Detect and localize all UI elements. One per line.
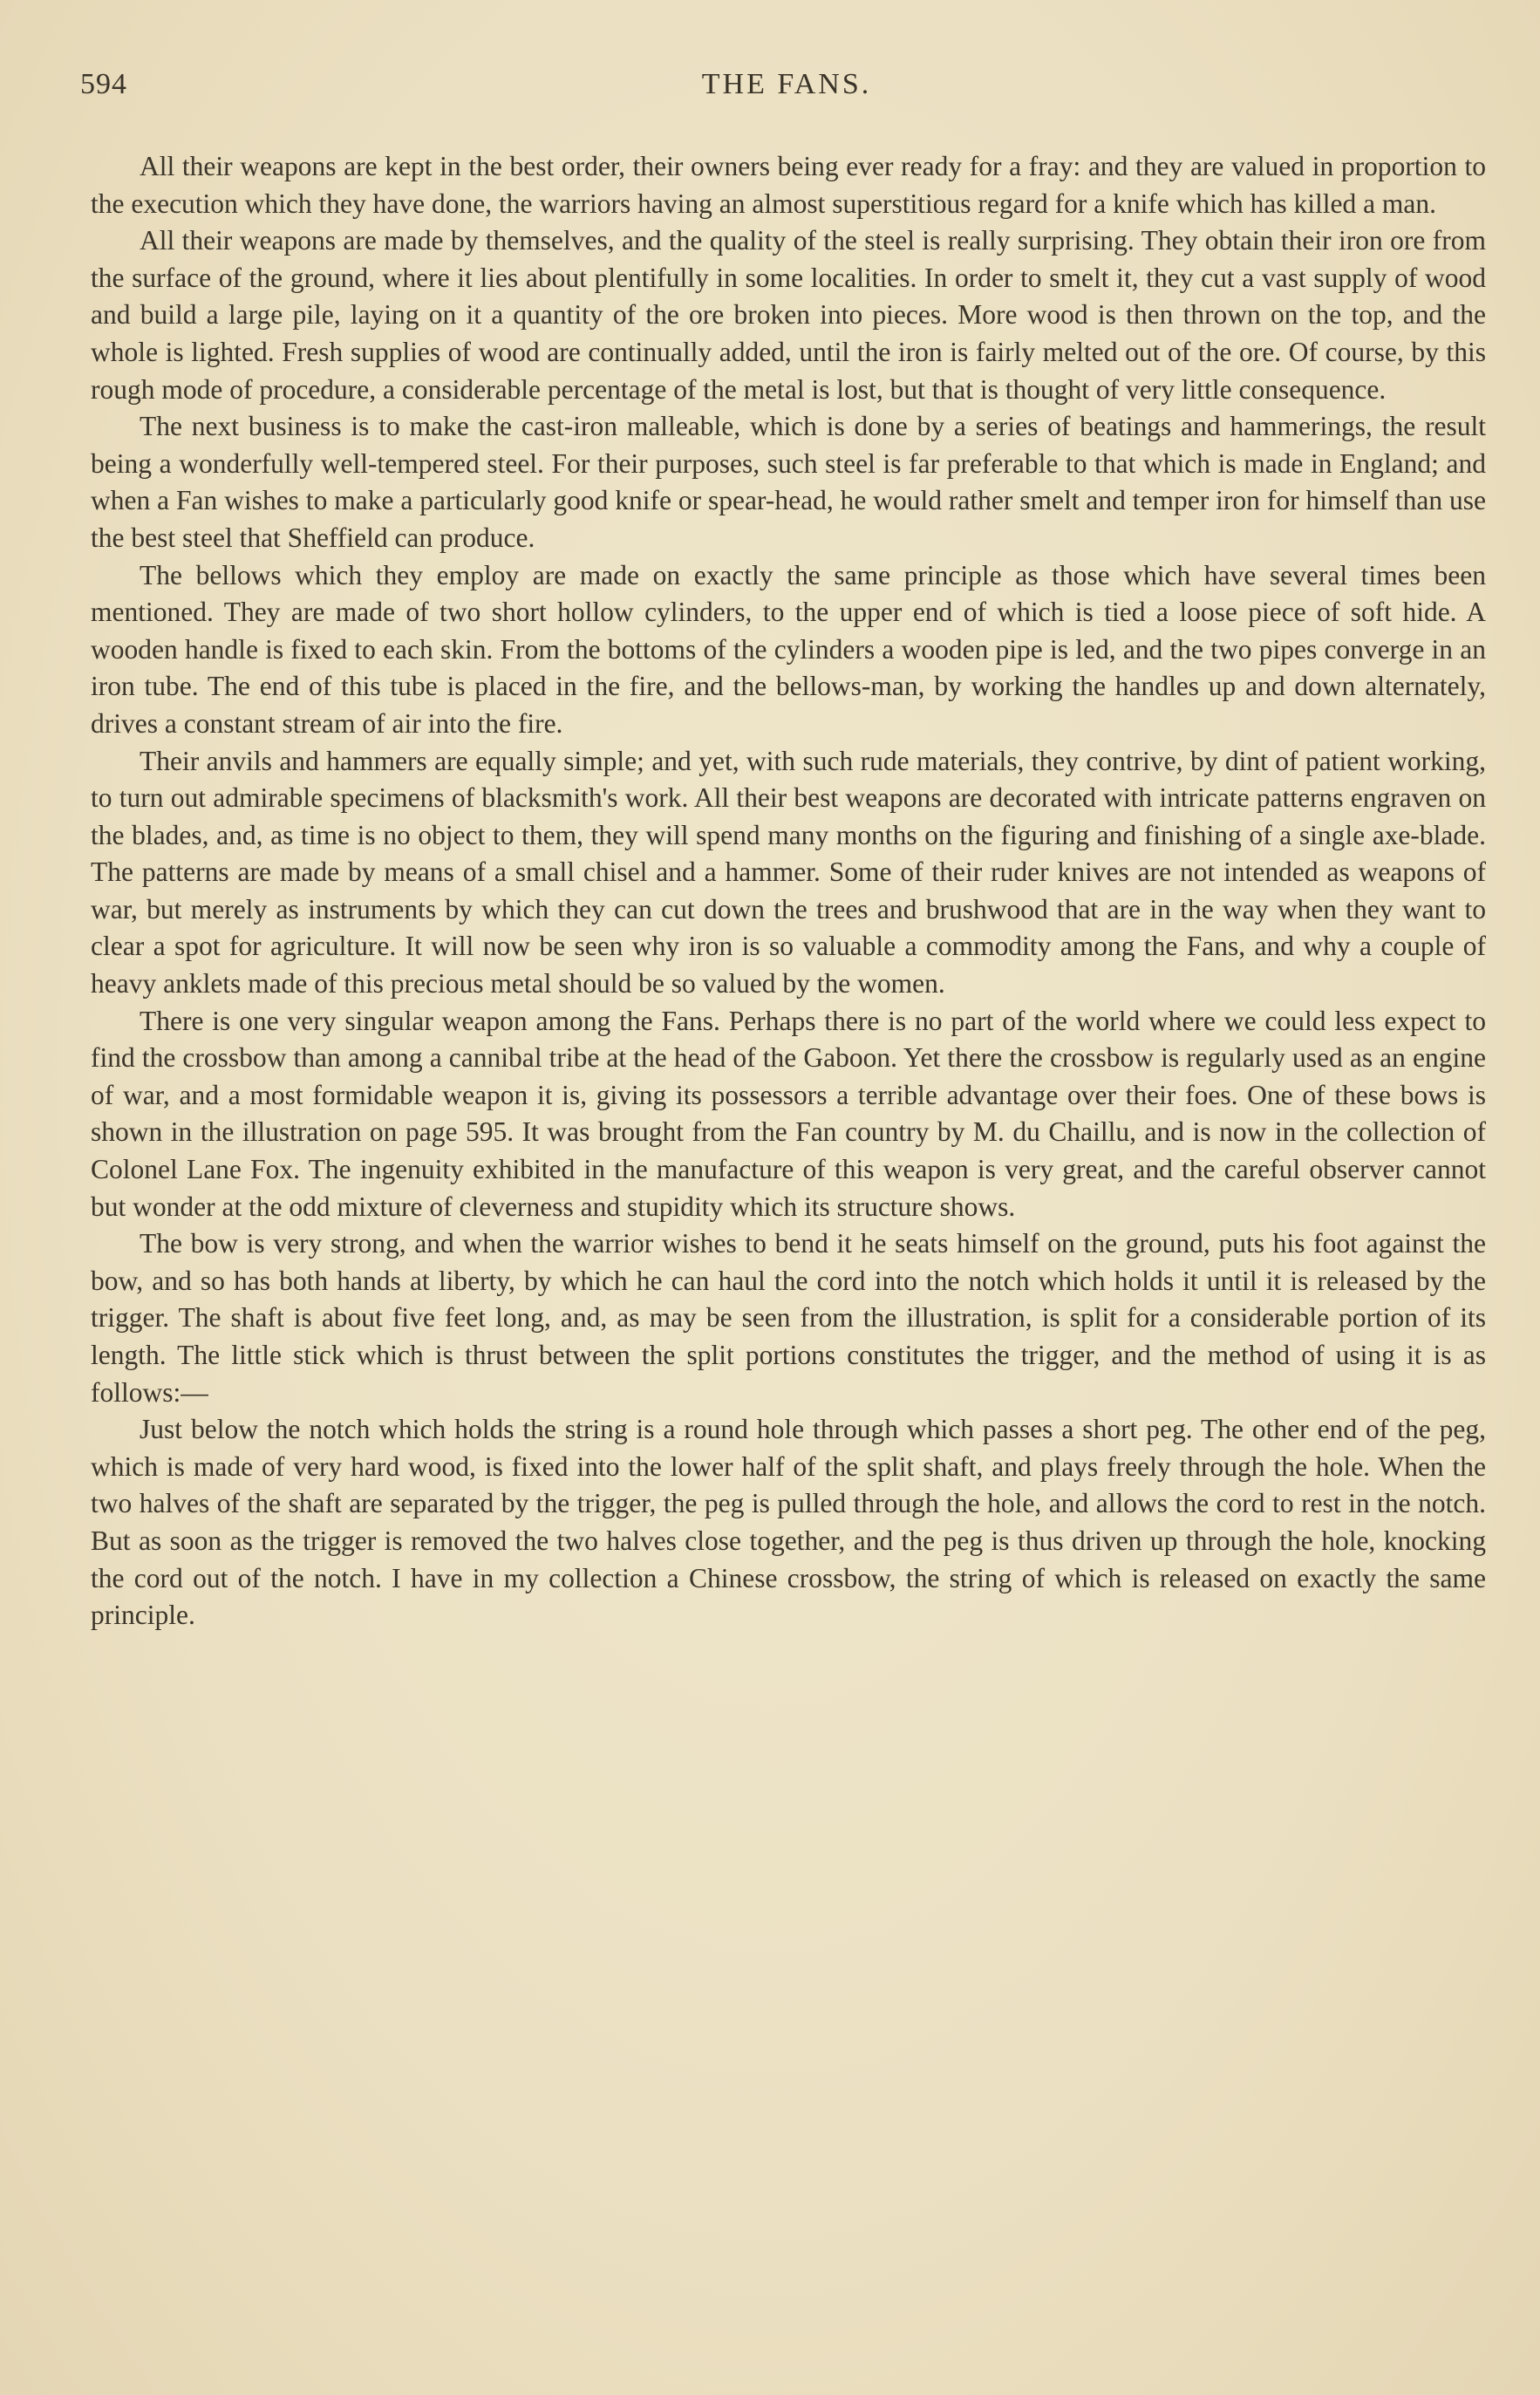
body-text (91, 148, 1486, 1634)
page-header (80, 68, 1493, 112)
paragraph: There is one very singular weapon among the Fans. Perhaps there is no part of the world where we could less expect to find the crossbow than among a cannibal tribe at the head of the Gaboon. Yet there the crossbow is regularly used as an engine of war, and a most formidable weapon it is, giving its possessors a terrible advantage over their foes. One of these bows is shown in the illustration on page 595. It was brought from the Fan country by M. du Chaillu, and is now in the collection of Colonel Lane Fox. The ingenuity exhibited in the manufacture of this weapon is very great, and the careful observer cannot but wonder at the odd mixture of cleverness and stupidity which its structure shows. (91, 1005, 1486, 1222)
paragraph: All their weapons are made by themselves, and the quality of the steel is really surprising. They obtain their iron ore from the surface of the ground, where it lies about plentifully in some localities. In order to smelt it, they cut a vast supply of wood and build a large pile, laying on it a quantity of the ore broken into pieces. More wood is then thrown on the top, and the whole is lighted. Fresh supplies of wood are continually added, until the iron is fairly melted out of the ore. Of course, by this rough mode of procedure, a considerable percentage of the metal is lost, but that is thought of very little consequence. (91, 225, 1486, 405)
page-number: 594 (80, 68, 127, 100)
paragraph: All their weapons are kept in the best order, their owners being ever ready for a fray: and they are valued in proportion to the execution which they have done, the warriors having an almost superstitious regard for a knife which has killed a man. (91, 151, 1486, 219)
paragraph: The bellows which they employ are made on exactly the same principle as those which have several times been mentioned. They are made of two short hollow cylinders, to the upper end of which is tied a loose piece of soft hide. A wooden handle is fixed to each skin. From the bottoms of the cylinders a wooden pipe is led, and the two pipes converge in an iron tube. The end of this tube is placed in the fire, and the bellows-man, by working the handles up and down alternately, drives a constant stream of air into the fire. (91, 559, 1486, 739)
paragraph: Just below the notch which holds the string is a round hole through which passes a short peg. The other end of the peg, which is made of very hard wood, is fixed into the lower half of the split shaft, and plays freely through the hole. When the two halves of the shaft are separated by the trigger, the peg is pulled through the hole, and allows the cord to rest in the notch. But as soon as the trigger is removed the two halves close together, and the peg is thus driven up through the hole, knocking the cord out of the notch. I have in my collection a Chinese crossbow, the string of which is released on exactly the same principle. (91, 1414, 1486, 1631)
running-head: THE FANS. (701, 68, 872, 100)
paragraph: Their anvils and hammers are equally simple; and yet, with such rude materials, they contrive, by dint of patient working, to turn out admirable specimens of blacksmith's work. All their best weapons are decorated with intricate patterns engraven on the blades, and, as time is no object to them, they will spend many months on the figuring and finishing of a single axe-blade. The patterns are made by means of a small chisel and a hammer. Some of their ruder knives are not intended as weapons of war, but merely as instruments by which they can cut down the trees and brushwood that are in the way when they want to clear a spot for agriculture. It will now be seen why iron is so valuable a commodity among the Fans, and why a couple of heavy anklets made of this precious metal should be so valued by the women. (91, 745, 1486, 1000)
paragraph: The next business is to make the cast-iron malleable, which is done by a series of beatings and hammerings, the result being a wonderfully well-tempered steel. For their purposes, such steel is far preferable to that which is made in England; and when a Fan wishes to make a particularly good knife or spear-head, he would rather smelt and temper iron for himself than use the best steel that Sheffield can produce. (91, 411, 1486, 553)
paragraph: The bow is very strong, and when the warrior wishes to bend it he seats himself on the ground, puts his foot against the bow, and so has both hands at liberty, by which he can haul the cord into the notch which holds it until it is released by the trigger. The shaft is about five feet long, and, as may be seen from the illustration, is split for a considerable portion of its length. The little stick which is thrust between the split portions constitutes the trigger, and the method of using it is as follows:— (91, 1228, 1486, 1408)
